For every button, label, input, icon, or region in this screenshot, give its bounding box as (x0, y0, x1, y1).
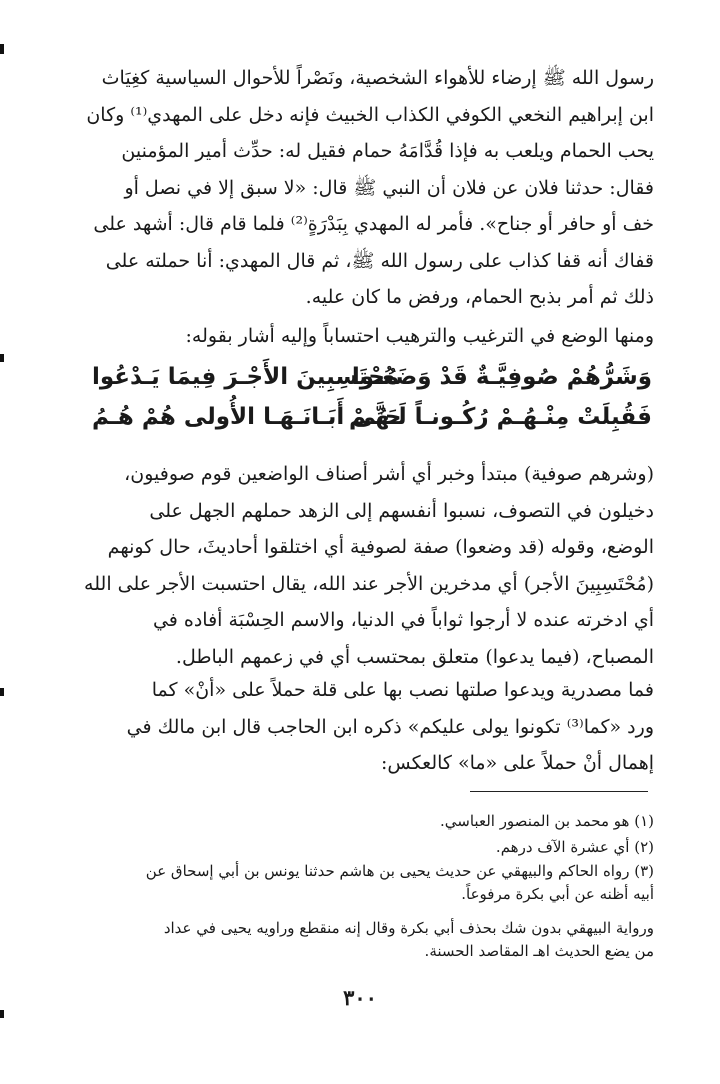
footnote (72, 917, 654, 962)
verse-hemistich: حَتَّى أَبَـانَـهَـا الأُولى هُمْ هُـمُ (92, 404, 402, 430)
page-number: ٣٠٠ (343, 985, 377, 1010)
verse-hemistich: فَقُبِلَتْ مِنْـهُـمْ رُكُـونـاً لَـهُـمْ (349, 404, 652, 430)
footnote-line: (٣) رواه الحاكم والبيهقي عن حديث يحيى بن هاشم حدثنا يونس بن أبي إسحاق عن (145, 862, 654, 880)
text-line: أي ادخرته عنده لا أرجوا ثواباً في الدنيا، والاسم الحِسْبَة أفاده في (152, 609, 654, 631)
text-line: (مُحْتَسِبِينَ الأجر) أي مدخرين الأجر عند الله، يقال احتسبت الأجر على الله (84, 572, 654, 595)
text-line: الوضع، وقوله (قد وضعوا) صفة لصوفية أي اختلقوا أحاديثَ، حال كونهم (107, 536, 654, 558)
footnote-divider (470, 791, 648, 792)
text-line: إهمال أنْ حملاً على «ما» كالعكس: (381, 752, 654, 774)
text-line: رسول الله ﷺ إرضاء للأهواء الشخصية، ونَصْراً للأحوال السياسية كغِيَاث (101, 67, 654, 89)
margin-mark (0, 688, 4, 696)
footnote: (١) هو محمد بن المنصور العباسي. (440, 812, 654, 830)
text-line: يحب الحمام ويلعب به فإذا قُدَّامَهُ حمام فقيل له: حدِّث أمير المؤمنين (121, 140, 654, 162)
margin-mark (0, 354, 4, 362)
verse-intro: ومنها الوضع في الترغيب والترهيب احتساباً وإليه أشار بقوله: (185, 325, 654, 347)
text-line: خف أو حافر أو جناح». فأمر له المهدي بِبَدْرَةٍ⁽²⁾ فلما قام قال: أشهد على (93, 213, 654, 235)
text-line: دخيلون في التصوف، نسبوا أنفسهم إلى الزهد حملهم الجهل على (149, 499, 654, 522)
main-paragraph (72, 60, 654, 316)
margin-mark (0, 44, 4, 54)
text-line: قفاك أنه قفا كذاب على رسول الله ﷺ، ثم قال المهدي: أنا حملته على (105, 249, 654, 272)
verse-hemistich: مُحْتَسِبِينَ الأَجْـرَ فِيمَا يَـدْعُوا (92, 364, 400, 390)
footnote: (٢) أي عشرة الآف درهم. (495, 838, 654, 856)
commentary-paragraph (72, 456, 654, 675)
text-line: فقال: حدثنا فلان عن فلان أن النبي ﷺ قال: «لا سبق إلا في نصل أو (124, 176, 654, 199)
footnote-line: ورواية البيهقي بدون شك بحذف أبي بكرة وقال إنه منقطع وراويه يحيى في عداد (163, 919, 654, 937)
text-line: ذلك ثم أمر بذبح الحمام، ورفض ما كان عليه. (305, 286, 654, 308)
text-line: المصباح، (فيما يدعوا) متعلق بمحتسب أي في زعمهم الباطل. (175, 645, 654, 668)
footnote (72, 860, 654, 905)
text-line: (وشرهم صوفية) مبتدأ وخبر أي أشر أصناف الواضعين قوم صوفيون، (124, 463, 654, 485)
margin-mark (0, 1010, 4, 1018)
text-line: ورد «كما⁽³⁾ تكونوا يولى عليكم» ذكره ابن الحاجب قال ابن مالك في (126, 715, 654, 738)
text-line: ابن إبراهيم النخعي الكوفي الكذاب الخبيث فإنه دخل على المهدي⁽¹⁾ وكان (86, 103, 654, 126)
verse-hemistich: وَشَرُّهُمْ صُوفِيَّـةٌ قَدْ وَضَعُـوا (351, 364, 652, 390)
footnote-line: من يضع الحديث اهـ المقاصد الحسنة. (424, 941, 654, 960)
text-line: فما مصدرية ويدعوا صلتها نصب بها على قلة حملاً على «أنْ» كما (151, 679, 654, 701)
footnote-line: أبيه أظنه عن أبي بكرة مرفوعاً. (461, 884, 654, 903)
commentary-paragraph (72, 672, 654, 782)
